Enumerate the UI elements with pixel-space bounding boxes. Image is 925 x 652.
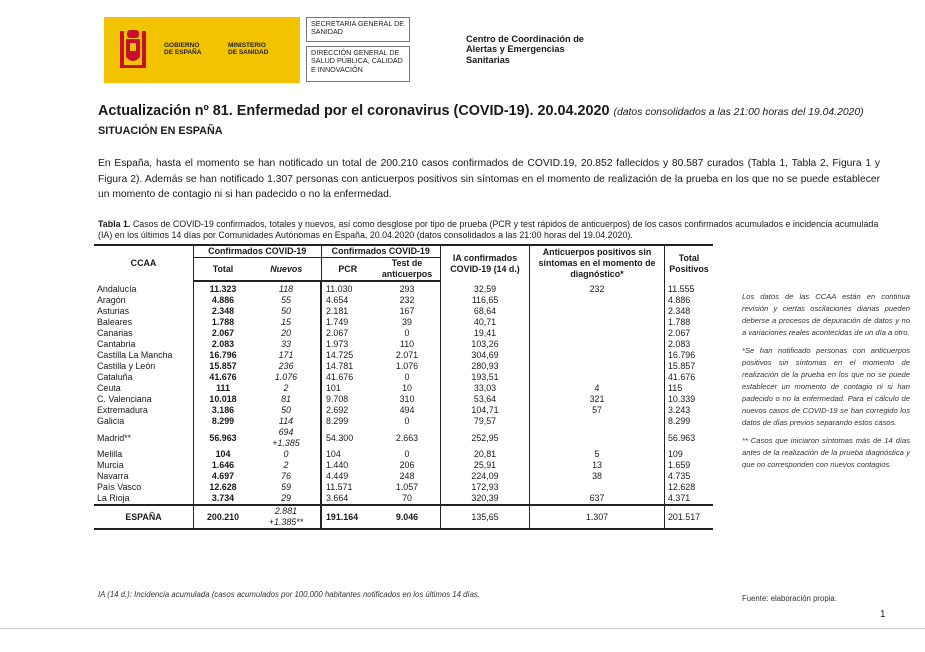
ministerio-label: MINISTERIO DE SANIDAD <box>228 42 269 56</box>
cell-pcr: 11.571 <box>321 482 374 493</box>
cell-nuevos: 55 <box>281 295 291 305</box>
header-confirmados-group-2: Confirmados COVID-19 <box>321 245 441 258</box>
cell-ccaa: La Rioja <box>97 493 130 503</box>
cell-ccaa: Extremadura <box>97 405 148 415</box>
header-nuevos: Nuevos <box>252 258 321 282</box>
cell-ia: 252,95 <box>441 427 530 449</box>
cell-ia: 104,71 <box>441 405 530 416</box>
cell-test: 10 <box>402 383 412 393</box>
cell-test: 110 <box>399 339 415 349</box>
cell-test: 1.057 <box>395 482 419 492</box>
table-row <box>94 281 713 295</box>
cell-total: 41.676 <box>194 372 253 383</box>
table-row <box>94 394 713 405</box>
cell-total-positivos: 2.083 <box>665 339 714 350</box>
cell-anticuerpos: 13 <box>530 460 665 471</box>
table-row <box>94 405 713 416</box>
cell-pcr: 2.692 <box>321 405 374 416</box>
cell-ia: 53,64 <box>441 394 530 405</box>
cell-ccaa: Andalucía <box>97 283 137 294</box>
cell-total: 2.083 <box>194 339 253 350</box>
cell-nuevos: 118 <box>278 284 294 294</box>
cell-anticuerpos <box>530 427 665 449</box>
cell-test: 232 <box>399 295 415 305</box>
cell-total: 4.886 <box>194 295 253 306</box>
table-row <box>94 372 713 383</box>
cell-total-positivos: 2.067 <box>665 328 714 339</box>
cell-total: 2.067 <box>194 328 253 339</box>
cell-nuevos: 20 <box>281 328 291 338</box>
cell-test: 0 <box>404 328 410 338</box>
cell-ia: 193,51 <box>441 372 530 383</box>
cell-total-positivos: 3.243 <box>665 405 714 416</box>
cell-ia: 33,03 <box>441 383 530 394</box>
cell-pcr: 4.449 <box>321 471 374 482</box>
cell-total-positivos: 12.628 <box>665 482 714 493</box>
cell-nuevos: 50 <box>281 306 291 316</box>
table-row <box>94 317 713 328</box>
cell-nuevos: 0 <box>283 449 289 459</box>
cell-test: 310 <box>399 394 415 404</box>
cell-pcr: 3.664 <box>321 493 374 505</box>
total-pcr: 191.164 <box>321 505 374 529</box>
secretaria-box: SECRETARIA GENERAL DE SANIDAD <box>306 17 410 42</box>
cell-anticuerpos: 232 <box>530 281 665 295</box>
cell-total-positivos: 16.796 <box>665 350 714 361</box>
source-note: Fuente: elaboración propia. <box>742 594 837 603</box>
cell-total: 56.963 <box>194 427 253 449</box>
cell-ccaa: Aragón <box>97 295 126 305</box>
cell-ia: 280,93 <box>441 361 530 372</box>
cell-anticuerpos: 4 <box>530 383 665 394</box>
cell-pcr: 1.440 <box>321 460 374 471</box>
intro-paragraph: En España, hasta el momento se han notificado un total de 200.210 casos confirmados de COVID.19, 20.852 fallecidos y 80.587 curados (Tabla 1, Tabla 2, Figura 1 y Figura 2). Además se han notificado 1.307 personas con anticuerpos positivos sin síntomas en el momento de realización de la prueba en los que no se puede establecer un momento de contagio ni si han padecido o no la enfermedad. <box>98 158 880 201</box>
header-anticuerpos: Anticuerpos positivos sin síntomas en el momento de diagnóstico* <box>530 245 665 281</box>
cell-ia: 25,91 <box>441 460 530 471</box>
cell-nuevos: 50 <box>281 405 291 415</box>
header-pcr: PCR <box>321 258 374 282</box>
cell-ccaa: Galicia <box>97 416 125 426</box>
cell-total: 1.646 <box>194 460 253 471</box>
ccaes-label: Centro de Coordinación de Alertas y Emergencias Sanitarias <box>466 34 584 65</box>
cell-pcr: 54.300 <box>321 427 374 449</box>
ia-footnote: IA (14 d.): Incidencia acumulada (casos acumulados por 100.000 habitantes notificados en los últimos 14 días. <box>98 590 480 599</box>
cell-test: 39 <box>402 317 412 327</box>
cell-test: 293 <box>399 284 415 294</box>
table-row <box>94 383 713 394</box>
cell-ia: 224,09 <box>441 471 530 482</box>
cell-anticuerpos <box>530 361 665 372</box>
cell-ia: 20,81 <box>441 449 530 460</box>
cell-pcr: 41.676 <box>321 372 374 383</box>
cell-pcr: 8.299 <box>321 416 374 427</box>
cell-test: 0 <box>404 449 410 459</box>
cell-total: 3.734 <box>194 493 253 505</box>
cell-total-positivos: 1.788 <box>665 317 714 328</box>
cell-ccaa: Ceuta <box>97 383 121 393</box>
cell-total-positivos: 2.348 <box>665 306 714 317</box>
cell-total: 1.788 <box>194 317 253 328</box>
total-total: 200.210 <box>194 505 253 529</box>
cell-total-positivos: 10.339 <box>665 394 714 405</box>
cell-ccaa: Castilla La Mancha <box>97 350 173 360</box>
cell-test: 1.076 <box>395 361 419 371</box>
cell-ccaa: Navarra <box>97 471 129 481</box>
table-row <box>94 427 713 449</box>
cell-ia: 68,64 <box>441 306 530 317</box>
cell-anticuerpos: 321 <box>530 394 665 405</box>
cell-pcr: 1.973 <box>321 339 374 350</box>
cell-total: 104 <box>194 449 253 460</box>
cell-test: 206 <box>399 460 415 470</box>
table-row <box>94 493 713 505</box>
cell-total-positivos: 11.555 <box>665 281 714 295</box>
cell-ccaa: Cantabria <box>97 339 136 349</box>
cell-total-positivos: 8.299 <box>665 416 714 427</box>
cell-total-positivos: 41.676 <box>665 372 714 383</box>
section-subtitle: SITUACIÓN EN ESPAÑA <box>98 125 223 137</box>
cell-nuevos: 15 <box>281 317 291 327</box>
cell-ccaa: Melilla <box>97 449 123 459</box>
side-note: *Se han notificado personas con anticuerpos positivos sin síntomas en el momento de realización de la prueba en los que no se puede establecer un momento de contagio ni si han padecido o no la enfermedad. Para el cálculo de nuevos casos de COVID-19 se han corregido los datos de días previos separando estos casos. <box>742 346 910 427</box>
page-title: Actualización nº 81. Enfermedad por el coronavirus (COVID-19). 20.04.2020 (datos consolidados a las 21:00 horas del 19.04.2020) <box>98 103 864 119</box>
table-row <box>94 350 713 361</box>
cell-total-positivos: 1.659 <box>665 460 714 471</box>
cell-ccaa: Cataluña <box>97 372 133 382</box>
cell-pcr: 2.067 <box>321 328 374 339</box>
cell-nuevos: 171 <box>278 350 294 360</box>
cell-ia: 304,69 <box>441 350 530 361</box>
cell-total-positivos: 56.963 <box>665 427 714 449</box>
cell-test: 2.663 <box>395 432 419 443</box>
table-row <box>94 306 713 317</box>
cell-ccaa: Baleares <box>97 317 133 327</box>
cell-total-positivos: 4.735 <box>665 471 714 482</box>
cell-anticuerpos <box>530 339 665 350</box>
cell-nuevos: 2 <box>283 460 289 470</box>
table-row <box>94 482 713 493</box>
cell-ia: 172,93 <box>441 482 530 493</box>
cell-test: 70 <box>402 493 412 503</box>
total-nuevos: 2.881 +1.385** <box>252 505 321 529</box>
cell-total-positivos: 115 <box>665 383 714 394</box>
total-label: ESPAÑA <box>94 505 194 529</box>
cell-total: 111 <box>194 383 253 394</box>
cell-nuevos: 2 <box>283 383 289 393</box>
cell-anticuerpos <box>530 328 665 339</box>
cell-pcr: 11.030 <box>321 281 374 295</box>
cell-ia: 40,71 <box>441 317 530 328</box>
cell-nuevos: 236 <box>278 361 294 371</box>
cell-nuevos: 1.076 <box>274 372 298 382</box>
header-ccaa: CCAA <box>94 245 194 281</box>
header-test: Test de anticuerpos <box>374 258 441 282</box>
cell-anticuerpos: 637 <box>530 493 665 505</box>
cell-nuevos: 114 <box>278 416 294 426</box>
cell-nuevos: 81 <box>281 394 291 404</box>
cell-anticuerpos <box>530 317 665 328</box>
cell-anticuerpos: 38 <box>530 471 665 482</box>
cell-pcr: 101 <box>321 383 374 394</box>
cell-ccaa: C. Valenciana <box>97 394 152 404</box>
cell-anticuerpos <box>530 416 665 427</box>
table-row <box>94 328 713 339</box>
page-number: 1 <box>880 609 886 620</box>
cell-total: 11.323 <box>194 281 253 295</box>
cell-ccaa: Castilla y León <box>97 361 156 371</box>
table-row <box>94 449 713 460</box>
cell-ccaa: Murcia <box>97 460 124 470</box>
total-ia: 135,65 <box>441 505 530 529</box>
table-row <box>94 471 713 482</box>
cell-pcr: 2.181 <box>321 306 374 317</box>
cell-anticuerpos <box>530 295 665 306</box>
cell-total-positivos: 109 <box>665 449 714 460</box>
total-row <box>94 505 713 529</box>
cell-total: 3.186 <box>194 405 253 416</box>
cell-total: 8.299 <box>194 416 253 427</box>
cell-nuevos: 694 +1.385 <box>272 427 300 448</box>
header-ia: IA confirmados COVID-19 (14 d.) <box>441 245 530 281</box>
cell-test: 494 <box>399 405 415 415</box>
cell-ia: 19,41 <box>441 328 530 339</box>
cell-test: 248 <box>399 471 415 481</box>
cell-anticuerpos: 57 <box>530 405 665 416</box>
cell-ia: 32,59 <box>441 281 530 295</box>
total-anticuerpos: 1.307 <box>530 505 665 529</box>
cell-total: 4.697 <box>194 471 253 482</box>
page-divider <box>0 628 925 629</box>
cell-pcr: 14.725 <box>321 350 374 361</box>
cell-anticuerpos: 5 <box>530 449 665 460</box>
cell-nuevos: 33 <box>281 339 291 349</box>
title-note: (datos consolidados a las 21:00 horas del 19.04.2020) <box>613 107 864 118</box>
table-row <box>94 339 713 350</box>
cell-total: 10.018 <box>194 394 253 405</box>
cell-total-positivos: 4.371 <box>665 493 714 505</box>
cell-ccaa: Canarias <box>97 328 133 338</box>
cell-nuevos: 59 <box>281 482 291 492</box>
total-positivos: 201.517 <box>665 505 714 529</box>
side-note: Los datos de las CCAA están en continua revisión y ciertas oscilaciones diarias pueden deberse a procesos de depuración de datos y no a variaciones reales acontecidas de un día a otro. <box>742 292 910 337</box>
cell-ccaa: País Vasco <box>97 482 142 492</box>
cell-pcr: 1.749 <box>321 317 374 328</box>
header-total-positivos: Total Positivos <box>665 245 714 281</box>
cell-ia: 320,39 <box>441 493 530 505</box>
cell-anticuerpos <box>530 482 665 493</box>
table-row <box>94 361 713 372</box>
cell-test: 2.071 <box>395 350 419 360</box>
table-row <box>94 460 713 471</box>
table-row <box>94 416 713 427</box>
cell-ia: 116,65 <box>441 295 530 306</box>
cell-nuevos: 29 <box>281 493 291 503</box>
cell-anticuerpos <box>530 306 665 317</box>
covid-cases-table <box>94 244 713 530</box>
coat-of-arms-icon <box>118 27 148 73</box>
cell-nuevos: 76 <box>281 471 291 481</box>
table-caption: Tabla 1. Casos de COVID-19 confirmados, totales y nuevos, así como desglose por tipo de prueba (PCR y test rápidos de anticuerpos) de los casos confirmados acumulados e incidencia acumulada (IA) en los últimos 14 días por Comunidades Autónomas en España, 20.04.2020 (datos consolidados a las 21:00 horas del 19.04.2020). <box>98 219 879 240</box>
cell-pcr: 4.654 <box>321 295 374 306</box>
gobierno-label: GOBIERNO DE ESPAÑA <box>164 42 202 56</box>
header-total: Total <box>194 258 253 282</box>
cell-anticuerpos <box>530 350 665 361</box>
cell-ia: 79,57 <box>441 416 530 427</box>
cell-pcr: 104 <box>321 449 374 460</box>
government-logo <box>104 17 300 83</box>
cell-ccaa: Madrid** <box>97 432 132 443</box>
cell-total: 12.628 <box>194 482 253 493</box>
cell-total-positivos: 4.886 <box>665 295 714 306</box>
cell-test: 0 <box>404 416 410 426</box>
cell-total-positivos: 15.857 <box>665 361 714 372</box>
side-notes <box>742 291 910 477</box>
cell-total: 2.348 <box>194 306 253 317</box>
cell-total: 16.796 <box>194 350 253 361</box>
header-confirmados-group: Confirmados COVID-19 <box>194 245 322 258</box>
cell-total: 15.857 <box>194 361 253 372</box>
direccion-box: DIRECCIÓN GENERAL DE SALUD PÚBLICA, CALIDAD E INNOVACIÓN <box>306 46 410 82</box>
total-test: 9.046 <box>374 505 441 529</box>
cell-test: 0 <box>404 372 410 382</box>
cell-anticuerpos <box>530 372 665 383</box>
table-row <box>94 295 713 306</box>
cell-ia: 103,26 <box>441 339 530 350</box>
cell-pcr: 9.708 <box>321 394 374 405</box>
cell-pcr: 14.781 <box>321 361 374 372</box>
cell-test: 167 <box>399 306 415 316</box>
side-note: ** Casos que iniciaron síntomas más de 14 días antes de la realización de la prueba diagnóstica y que no corresponden con nuevos contagios. <box>742 436 910 469</box>
cell-ccaa: Asturias <box>97 306 130 316</box>
